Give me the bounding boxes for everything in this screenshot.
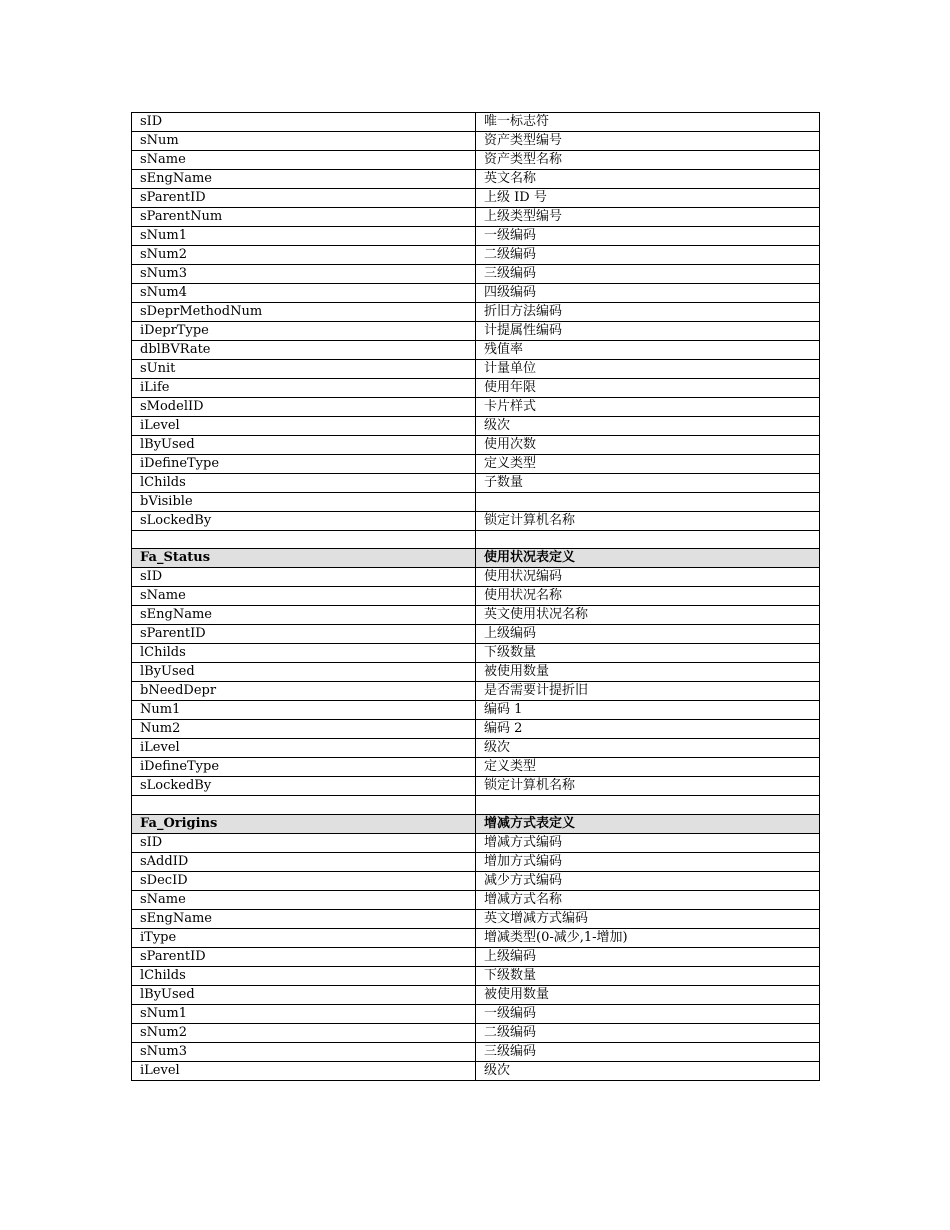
field-name-cell: iLevel: [132, 739, 476, 758]
field-name-cell: [132, 796, 476, 814]
field-description-cell: 二级编码: [476, 1023, 820, 1042]
table-row: [132, 246, 820, 265]
field-name-cell: iLevel: [132, 1061, 476, 1080]
field-name-cell: sParentID: [132, 947, 476, 966]
field-description-cell: 增减类型(0-减少,1-增加): [476, 928, 820, 947]
field-description-cell: 资产类型名称: [476, 151, 820, 170]
field-description-cell: 一级编码: [476, 1004, 820, 1023]
field-description-cell: 锁定计算机名称: [476, 777, 820, 796]
table-row: [132, 531, 820, 549]
table-row: [132, 871, 820, 890]
field-description-cell: [476, 531, 820, 549]
field-name-cell: sEngName: [132, 606, 476, 625]
field-name-cell: sID: [132, 568, 476, 587]
table-row: [132, 151, 820, 170]
table-row: [132, 322, 820, 341]
field-name-cell: lChilds: [132, 644, 476, 663]
field-name-cell: sNum: [132, 132, 476, 151]
field-name-cell: iLife: [132, 379, 476, 398]
table-row: [132, 758, 820, 777]
field-description-cell: 减少方式编码: [476, 871, 820, 890]
table-row: [132, 398, 820, 417]
table-row: [132, 701, 820, 720]
section-table-title: 增减方式表定义: [476, 814, 820, 833]
table-row: [132, 606, 820, 625]
table-row: [132, 189, 820, 208]
table-row: [132, 208, 820, 227]
field-name-cell: sID: [132, 833, 476, 852]
table-row: [132, 682, 820, 701]
field-description-cell: 三级编码: [476, 265, 820, 284]
field-description-cell: 计提属性编码: [476, 322, 820, 341]
table-row: [132, 625, 820, 644]
field-name-cell: sID: [132, 113, 476, 132]
field-name-cell: lChilds: [132, 474, 476, 493]
field-description-cell: 下级数量: [476, 644, 820, 663]
field-description-cell: 资产类型编号: [476, 132, 820, 151]
field-name-cell: sName: [132, 890, 476, 909]
field-description-cell: 子数量: [476, 474, 820, 493]
table-row: [132, 947, 820, 966]
field-name-cell: iDeprType: [132, 322, 476, 341]
table-row: [132, 985, 820, 1004]
table-row: [132, 379, 820, 398]
field-description-cell: 是否需要计提折旧: [476, 682, 820, 701]
section-table-name: Fa_Origins: [132, 814, 476, 833]
field-description-cell: 级次: [476, 739, 820, 758]
field-description-cell: 上级类型编号: [476, 208, 820, 227]
table-row: [132, 265, 820, 284]
field-description-cell: 定义类型: [476, 455, 820, 474]
field-description-cell: 定义类型: [476, 758, 820, 777]
field-name-cell: sDecID: [132, 871, 476, 890]
field-description-cell: 英文使用状况名称: [476, 606, 820, 625]
table-body: [132, 113, 820, 1081]
field-name-cell: bVisible: [132, 493, 476, 512]
table-row: [132, 341, 820, 360]
table-row: [132, 568, 820, 587]
table-section-header: [132, 549, 820, 568]
field-description-cell: 二级编码: [476, 246, 820, 265]
table-row: [132, 1004, 820, 1023]
table-row: [132, 303, 820, 322]
table-row: [132, 739, 820, 758]
table-row: [132, 1061, 820, 1080]
field-name-cell: bNeedDepr: [132, 682, 476, 701]
table-row: [132, 663, 820, 682]
table-row: [132, 436, 820, 455]
field-name-cell: sParentNum: [132, 208, 476, 227]
field-description-cell: 级次: [476, 417, 820, 436]
table-row: [132, 777, 820, 796]
field-name-cell: sName: [132, 151, 476, 170]
table-row: [132, 852, 820, 871]
field-description-cell: 折旧方法编码: [476, 303, 820, 322]
field-description-cell: 级次: [476, 1061, 820, 1080]
field-name-cell: sNum2: [132, 1023, 476, 1042]
field-name-cell: sModelID: [132, 398, 476, 417]
field-description-cell: 使用次数: [476, 436, 820, 455]
field-description-cell: 唯一标志符: [476, 113, 820, 132]
field-name-cell: sName: [132, 587, 476, 606]
field-description-cell: [476, 796, 820, 814]
table-row: [132, 512, 820, 531]
field-name-cell: [132, 531, 476, 549]
field-name-cell: sLockedBy: [132, 777, 476, 796]
field-description-cell: 编码 2: [476, 720, 820, 739]
table-row: [132, 417, 820, 436]
field-name-cell: sLockedBy: [132, 512, 476, 531]
table-row: [132, 720, 820, 739]
field-description-cell: 残值率: [476, 341, 820, 360]
table-row: [132, 474, 820, 493]
table-row: [132, 455, 820, 474]
field-description-cell: 使用年限: [476, 379, 820, 398]
table-row: [132, 227, 820, 246]
table-row: [132, 833, 820, 852]
field-name-cell: sEngName: [132, 170, 476, 189]
field-description-cell: 英文名称: [476, 170, 820, 189]
field-description-cell: 一级编码: [476, 227, 820, 246]
field-description-cell: 增加方式编码: [476, 852, 820, 871]
field-name-cell: sDeprMethodNum: [132, 303, 476, 322]
table-row: [132, 909, 820, 928]
field-name-cell: sNum3: [132, 265, 476, 284]
section-table-name: Fa_Status: [132, 549, 476, 568]
field-name-cell: sNum1: [132, 227, 476, 246]
field-name-cell: sAddID: [132, 852, 476, 871]
field-description-cell: 下级数量: [476, 966, 820, 985]
field-name-cell: sParentID: [132, 625, 476, 644]
field-description-cell: [476, 493, 820, 512]
table-row: [132, 587, 820, 606]
field-description-cell: 计量单位: [476, 360, 820, 379]
field-name-cell: iDefineType: [132, 758, 476, 777]
field-name-cell: Num1: [132, 701, 476, 720]
field-description-cell: 编码 1: [476, 701, 820, 720]
field-name-cell: Num2: [132, 720, 476, 739]
field-description-cell: 上级编码: [476, 625, 820, 644]
field-definition-table: [131, 112, 820, 1081]
field-description-cell: 上级编码: [476, 947, 820, 966]
table-row: [132, 170, 820, 189]
field-name-cell: sNum4: [132, 284, 476, 303]
table-row: [132, 890, 820, 909]
table-row: [132, 132, 820, 151]
field-description-cell: 上级 ID 号: [476, 189, 820, 208]
field-name-cell: lByUsed: [132, 436, 476, 455]
table-row: [132, 113, 820, 132]
field-name-cell: sEngName: [132, 909, 476, 928]
table-section-header: [132, 814, 820, 833]
field-name-cell: sNum2: [132, 246, 476, 265]
table-row: [132, 644, 820, 663]
field-name-cell: lChilds: [132, 966, 476, 985]
field-name-cell: iDefineType: [132, 455, 476, 474]
table-row: [132, 928, 820, 947]
field-name-cell: lByUsed: [132, 663, 476, 682]
table-row: [132, 360, 820, 379]
field-description-cell: 四级编码: [476, 284, 820, 303]
field-name-cell: dblBVRate: [132, 341, 476, 360]
field-description-cell: 锁定计算机名称: [476, 512, 820, 531]
field-description-cell: 使用状况名称: [476, 587, 820, 606]
section-table-title: 使用状况表定义: [476, 549, 820, 568]
field-description-cell: 卡片样式: [476, 398, 820, 417]
field-name-cell: iType: [132, 928, 476, 947]
field-description-cell: 被使用数量: [476, 985, 820, 1004]
field-description-cell: 英文增减方式编码: [476, 909, 820, 928]
field-name-cell: iLevel: [132, 417, 476, 436]
field-name-cell: sNum1: [132, 1004, 476, 1023]
field-name-cell: sUnit: [132, 360, 476, 379]
field-name-cell: sParentID: [132, 189, 476, 208]
table-row: [132, 493, 820, 512]
table-row: [132, 1042, 820, 1061]
field-name-cell: sNum3: [132, 1042, 476, 1061]
table-row: [132, 796, 820, 814]
field-description-cell: 使用状况编码: [476, 568, 820, 587]
field-description-cell: 增减方式名称: [476, 890, 820, 909]
table-row: [132, 1023, 820, 1042]
field-name-cell: lByUsed: [132, 985, 476, 1004]
field-description-cell: 三级编码: [476, 1042, 820, 1061]
table-row: [132, 966, 820, 985]
field-description-cell: 被使用数量: [476, 663, 820, 682]
field-description-cell: 增减方式编码: [476, 833, 820, 852]
table-row: [132, 284, 820, 303]
